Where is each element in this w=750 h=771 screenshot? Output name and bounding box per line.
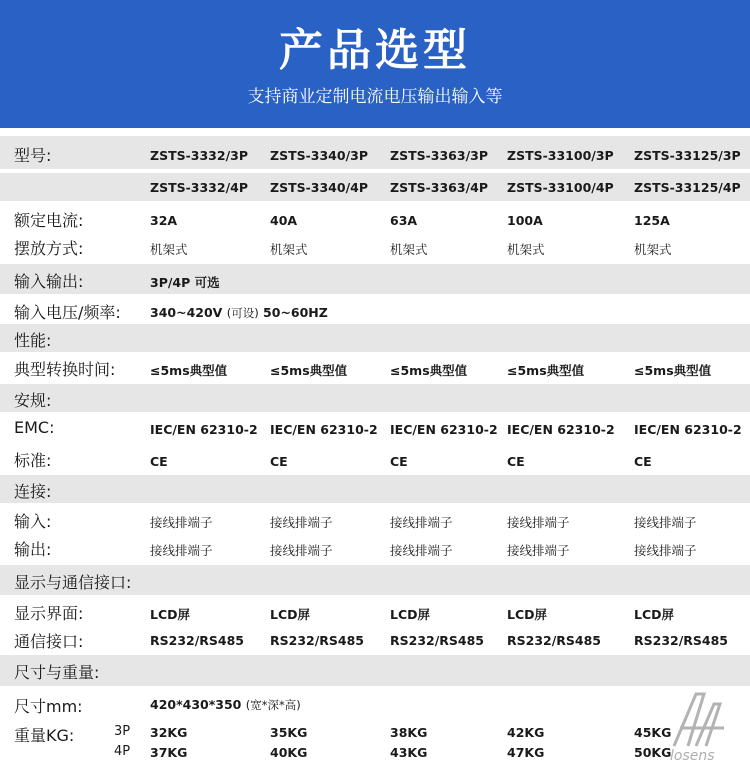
label-display: 显示界面: [14, 604, 84, 623]
cell-standard: CE [150, 454, 168, 469]
cell-weight-4p: 47KG [507, 745, 545, 760]
cell-emc: IEC/EN 62310-2 [634, 422, 742, 437]
cell-emc: IEC/EN 62310-2 [507, 422, 615, 437]
table-row-size [0, 690, 750, 718]
section-performance: 性能: [14, 331, 52, 350]
table-row-size-weight [0, 655, 750, 686]
cell-weight-4p: 43KG [390, 745, 428, 760]
table-row-connection [0, 475, 750, 503]
cell-standard: CE [507, 454, 525, 469]
table-row-display [0, 598, 750, 626]
cell-comm: RS232/RS485 [634, 633, 729, 648]
cell-weight-4p: 40KG [270, 745, 308, 760]
cell-model-4p: ZSTS-3363/4P [390, 180, 488, 195]
size-value: 420*430*350 [150, 697, 242, 712]
table-row-placement [0, 233, 750, 261]
weight-tag-4p: 4P [114, 744, 131, 759]
cell-rated-current: 63A [390, 213, 418, 228]
cell-comm: RS232/RS485 [507, 633, 602, 648]
cell-weight-3p: 38KG [390, 725, 428, 740]
table-row-transfer-time [0, 354, 750, 382]
section-safety: 安规: [14, 391, 52, 410]
cell-display: LCD屏 [270, 607, 311, 622]
page-title: 产品选型 [279, 25, 471, 76]
table-row-performance [0, 324, 750, 352]
cell-placement: 机架式 [270, 242, 308, 257]
svg-text:losens: losens [670, 748, 715, 764]
cell-input: 接线排端子 [507, 515, 570, 530]
cell-transfer-time: ≤5ms典型值 [150, 363, 228, 378]
cell-input: 接线排端子 [270, 515, 333, 530]
cell-weight-3p: 32KG [150, 725, 188, 740]
cell-input: 接线排端子 [150, 515, 213, 530]
cell-placement: 机架式 [634, 242, 672, 257]
cell-output: 接线排端子 [270, 543, 333, 558]
table-row-comm [0, 626, 750, 654]
frequency-range: 50~60HZ [263, 305, 328, 320]
table-row-output [0, 534, 750, 562]
table-row-emc [0, 414, 750, 442]
label-weight: 重量KG: [14, 726, 75, 745]
cell-transfer-time: ≤5ms典型值 [507, 363, 585, 378]
cell-input: 接线排端子 [634, 515, 697, 530]
cell-weight-3p: 42KG [507, 725, 545, 740]
cell-comm: RS232/RS485 [270, 633, 365, 648]
table-row-model-4p [0, 173, 750, 201]
cell-emc: IEC/EN 62310-2 [150, 422, 258, 437]
cell-display: LCD屏 [507, 607, 548, 622]
table-row-display-comm [0, 565, 750, 595]
cell-weight-3p: 35KG [270, 725, 308, 740]
table-row-model-3p [0, 136, 750, 169]
section-display-comm: 显示与通信接口: [14, 573, 132, 592]
brand-logo-mark [666, 688, 742, 764]
cell-placement: 机架式 [507, 242, 545, 257]
label-input: 输入: [14, 512, 52, 531]
cell-rated-current: 40A [270, 213, 298, 228]
cell-input: 接线排端子 [390, 515, 453, 530]
voltage-note: (可设) [226, 306, 259, 320]
label-placement: 摆放方式: [14, 239, 84, 258]
cell-model-3p: ZSTS-3363/3P [390, 148, 488, 163]
size-note: (宽*深*高) [245, 698, 301, 712]
label-model: 型号: [14, 146, 52, 165]
cell-standard: CE [634, 454, 652, 469]
header-banner [0, 0, 750, 128]
cell-weight-3p: 45KG [634, 725, 672, 740]
cell-model-3p: ZSTS-3332/3P [150, 148, 248, 163]
weight-tag-3p: 3P [114, 724, 131, 739]
cell-display: LCD屏 [634, 607, 675, 622]
cell-rated-current: 32A [150, 213, 178, 228]
cell-rated-current: 100A [507, 213, 543, 228]
cell-model-3p: ZSTS-33125/3P [634, 148, 741, 163]
table-row-io [0, 264, 750, 294]
cell-standard: CE [270, 454, 288, 469]
cell-input-voltage [150, 305, 328, 321]
voltage-range: 340~420V [150, 305, 223, 320]
cell-weight-4p: 50KG [634, 745, 672, 760]
label-input-voltage: 输入电压/频率: [14, 303, 121, 322]
label-standard: 标准: [14, 451, 52, 470]
cell-transfer-time: ≤5ms典型值 [270, 363, 348, 378]
table-row-safety [0, 384, 750, 412]
cell-placement: 机架式 [390, 242, 428, 257]
cell-display: LCD屏 [150, 607, 191, 622]
cell-comm: RS232/RS485 [150, 633, 245, 648]
section-connection: 连接: [14, 482, 52, 501]
table-row-standard [0, 444, 750, 474]
cell-output: 接线排端子 [634, 543, 697, 558]
label-transfer-time: 典型转换时间: [14, 360, 116, 379]
cell-size [150, 697, 301, 713]
table-row-weight-4p [0, 742, 750, 764]
label-io: 输入输出: [14, 272, 84, 291]
brand-logo [666, 688, 742, 764]
label-output: 输出: [14, 540, 52, 559]
cell-model-4p: ZSTS-33125/4P [634, 180, 741, 195]
cell-model-4p: ZSTS-33100/4P [507, 180, 614, 195]
cell-rated-current: 125A [634, 213, 670, 228]
cell-comm: RS232/RS485 [390, 633, 485, 648]
cell-model-3p: ZSTS-33100/3P [507, 148, 614, 163]
section-size-weight: 尺寸与重量: [14, 663, 100, 682]
cell-model-4p: ZSTS-3340/4P [270, 180, 368, 195]
label-comm: 通信接口: [14, 632, 84, 651]
cell-emc: IEC/EN 62310-2 [390, 422, 498, 437]
cell-standard: CE [390, 454, 408, 469]
table-row-rated-current [0, 205, 750, 233]
cell-emc: IEC/EN 62310-2 [270, 422, 378, 437]
cell-transfer-time: ≤5ms典型值 [634, 363, 712, 378]
table-row-weight-3p [0, 720, 750, 745]
label-rated-current: 额定电流: [14, 211, 84, 230]
table-row-input-voltage [0, 296, 750, 324]
cell-weight-4p: 37KG [150, 745, 188, 760]
cell-model-4p: ZSTS-3332/4P [150, 180, 248, 195]
cell-output: 接线排端子 [507, 543, 570, 558]
cell-transfer-time: ≤5ms典型值 [390, 363, 468, 378]
cell-output: 接线排端子 [390, 543, 453, 558]
cell-display: LCD屏 [390, 607, 431, 622]
cell-placement: 机架式 [150, 242, 188, 257]
cell-output: 接线排端子 [150, 543, 213, 558]
label-size: 尺寸mm: [14, 697, 83, 716]
label-emc: EMC: [14, 418, 55, 437]
table-row-input [0, 506, 750, 534]
cell-io: 3P/4P 可选 [150, 275, 220, 290]
page-subtitle: 支持商业定制电流电压输出输入等 [247, 87, 503, 107]
cell-model-3p: ZSTS-3340/3P [270, 148, 368, 163]
